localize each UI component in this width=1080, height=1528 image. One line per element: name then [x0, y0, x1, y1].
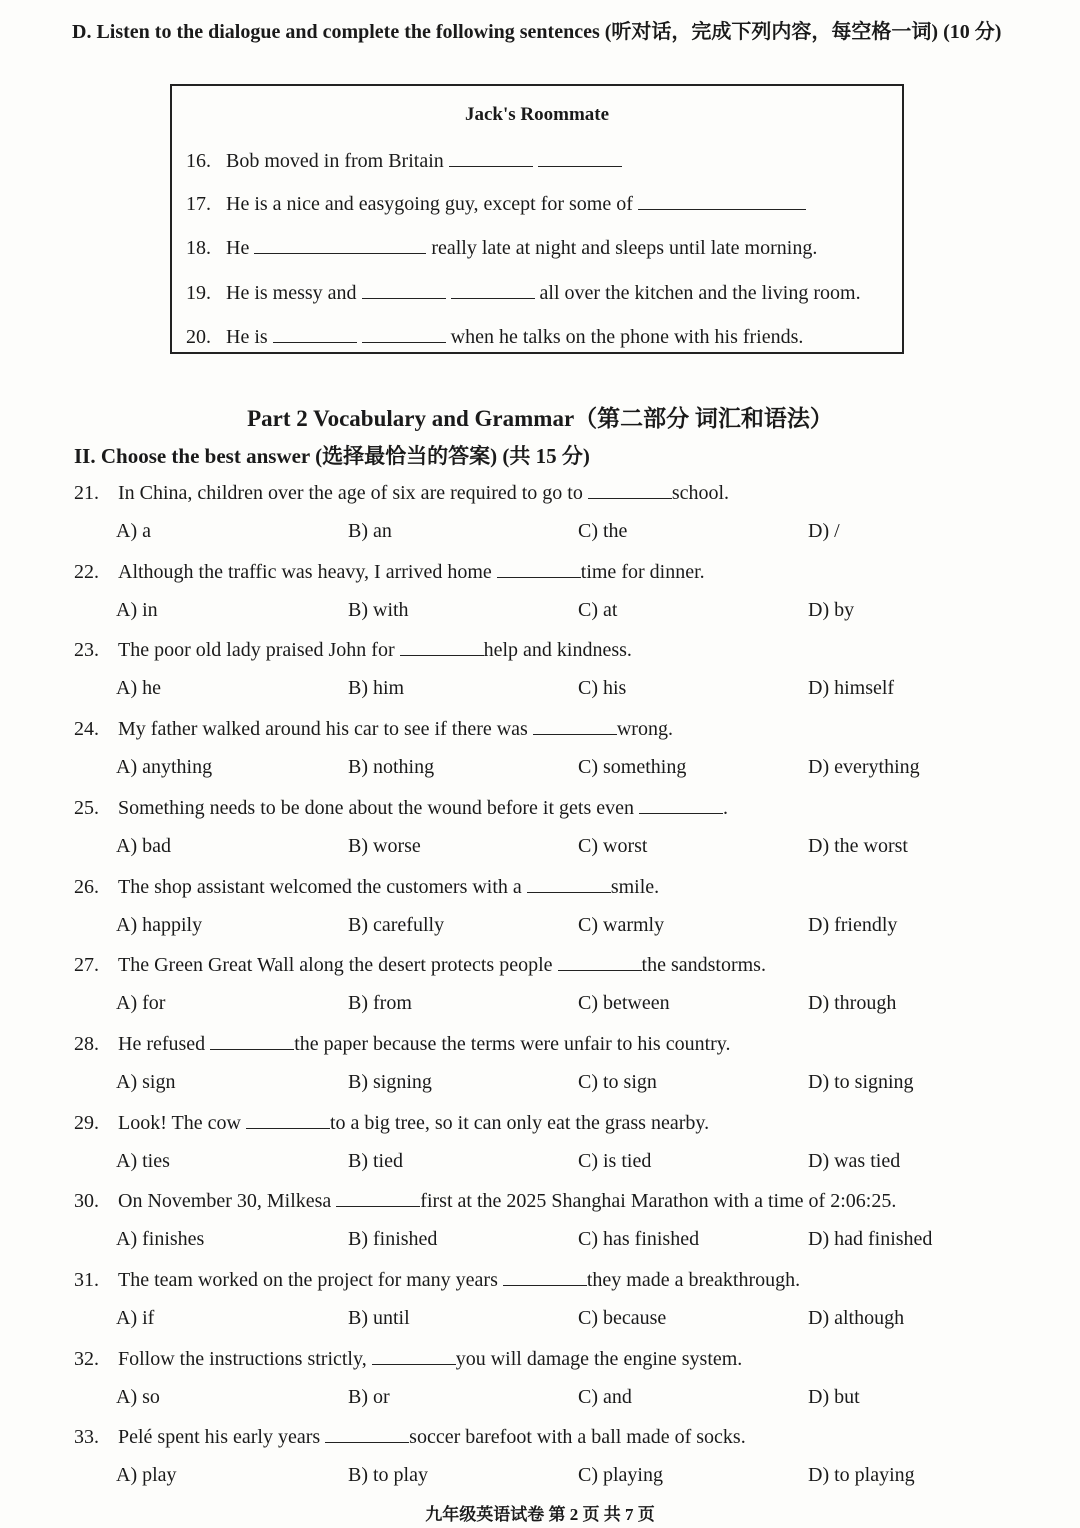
option-d[interactable]: D) / [808, 520, 840, 542]
answer-blank[interactable] [210, 1031, 294, 1050]
question-text-after: help and kindness. [483, 639, 632, 662]
option-b[interactable]: B) until [348, 1307, 410, 1329]
question-text: Look! The cow [118, 1111, 241, 1134]
option-c[interactable]: C) worst [578, 834, 648, 857]
question-30 [74, 1188, 896, 1213]
section2-title: II. Choose the best answer (选择最恰当的答案) (共 15 分) [74, 444, 590, 468]
box-title: Jack's Roommate [464, 104, 610, 125]
option-c[interactable]: C) warmly [578, 913, 665, 936]
option-d[interactable]: D) but [808, 1385, 860, 1408]
box-line-20 [186, 324, 803, 349]
question-number: 26. [74, 875, 99, 898]
question-number: 33. [74, 1426, 99, 1449]
question-text-after: . [723, 796, 728, 819]
question-number: 22. [74, 560, 99, 583]
option-b[interactable]: B) him [348, 677, 405, 700]
option-a[interactable]: A) happily [116, 913, 203, 936]
question-33 [74, 1424, 746, 1449]
line-text-after: really late at night and sleeps until late morning. [431, 237, 818, 259]
option-c[interactable]: C) at [578, 598, 618, 621]
line-text-after: when he talks on the phone with his friends. [450, 326, 804, 348]
option-b[interactable]: B) an [348, 520, 392, 542]
option-d[interactable]: D) the worst [808, 834, 908, 857]
option-c[interactable]: C) something [578, 756, 687, 779]
option-c[interactable]: C) and [578, 1385, 632, 1408]
option-b[interactable]: B) or [348, 1385, 390, 1408]
answer-blank[interactable] [336, 1188, 420, 1207]
answer-blank[interactable] [372, 1346, 456, 1365]
box-line-19 [186, 280, 861, 305]
answer-blank[interactable] [639, 795, 723, 814]
answer-blank[interactable] [325, 1424, 409, 1443]
option-a[interactable]: A) sign [116, 1070, 176, 1093]
option-c[interactable]: C) between [578, 992, 670, 1015]
question-text-after: time for dinner. [580, 560, 705, 583]
option-c[interactable]: C) playing [578, 1464, 663, 1487]
line-number: 19. [186, 282, 211, 304]
question-text: Although the traffic was heavy, I arrived home [118, 560, 492, 583]
answer-blank[interactable] [400, 637, 484, 656]
question-text-after: the sandstorms. [641, 954, 766, 977]
line-text: He is [226, 326, 268, 348]
question-31 [74, 1267, 800, 1292]
question-number: 31. [74, 1269, 99, 1291]
question-number: 24. [74, 718, 99, 741]
line-text: He [226, 237, 250, 259]
answer-blank[interactable] [254, 235, 426, 254]
option-b[interactable]: B) signing [348, 1070, 432, 1093]
question-32 [74, 1346, 742, 1371]
option-b[interactable]: B) to play [348, 1464, 428, 1487]
option-d[interactable]: D) was tied [808, 1149, 901, 1172]
question-number: 28. [74, 1032, 99, 1055]
line-text: He is a nice and easygoing guy, except for some of [226, 193, 633, 215]
question-text-after: you will damage the engine system. [455, 1347, 743, 1370]
question-24 [74, 716, 673, 741]
question-text-after: soccer barefoot with a ball made of socks. [409, 1426, 746, 1449]
answer-blank[interactable] [246, 1110, 330, 1129]
option-b[interactable]: B) with [348, 598, 409, 621]
question-text-after: smile. [610, 875, 660, 898]
option-a[interactable]: A) a [116, 520, 151, 542]
question-21 [74, 480, 729, 505]
option-d[interactable]: D) through [808, 992, 897, 1015]
question-text: The poor old lady praised John for [118, 639, 395, 662]
question-number: 23. [74, 639, 99, 662]
option-d[interactable]: D) friendly [808, 913, 898, 936]
answer-blank[interactable] [449, 148, 533, 167]
box-line-17 [186, 191, 806, 216]
question-23 [74, 637, 632, 662]
question-text: On November 30, Milkesa [118, 1190, 332, 1213]
question-text-after: they made a breakthrough. [586, 1269, 801, 1291]
answer-blank[interactable] [497, 559, 581, 578]
section-d-instruction: D. Listen to the dialogue and complete the following sentences (听对话，完成下列内容，每空格一词) (10 分) [72, 21, 1002, 43]
option-c[interactable]: C) is tied [578, 1149, 652, 1172]
question-text: He refused [118, 1032, 206, 1055]
question-text: In China, children over the age of six are required to go to [118, 482, 583, 504]
question-29 [74, 1110, 709, 1135]
option-c[interactable]: C) has finished [578, 1228, 700, 1251]
question-text: The team worked on the project for many years [118, 1269, 498, 1291]
answer-blank[interactable] [558, 952, 642, 971]
question-28 [74, 1031, 731, 1056]
option-a[interactable]: A) bad [116, 834, 171, 857]
question-text-after: to a big tree, so it can only eat the grass nearby. [329, 1111, 710, 1134]
option-d[interactable]: D) himself [808, 677, 895, 700]
question-number: 30. [74, 1190, 99, 1213]
question-26 [74, 874, 659, 899]
option-d[interactable]: D) everything [808, 756, 920, 779]
option-b[interactable]: B) from [348, 992, 412, 1015]
question-text: The Green Great Wall along the desert protects people [118, 954, 553, 977]
question-text-after: the paper because the terms were unfair to his country. [294, 1032, 731, 1055]
answer-blank[interactable] [273, 324, 357, 343]
question-22 [74, 559, 705, 584]
line-text: He is messy and [226, 282, 357, 304]
question-25 [74, 795, 728, 820]
question-text: My father walked around his car to see if there was [118, 718, 528, 741]
question-text-after: first at the 2025 Shanghai Marathon with a time of 2:06:25. [420, 1190, 897, 1213]
option-a[interactable]: A) so [116, 1385, 160, 1408]
question-text-after: wrong. [616, 718, 673, 741]
line-text-after: all over the kitchen and the living room. [539, 282, 861, 304]
option-b[interactable]: B) carefully [348, 913, 445, 936]
option-d[interactable]: D) had finished [808, 1228, 933, 1251]
option-a[interactable]: A) play [116, 1464, 177, 1487]
roommate-box [170, 84, 904, 354]
line-number: 16. [186, 150, 211, 172]
option-a[interactable]: A) anything [116, 756, 213, 779]
answer-blank[interactable] [538, 148, 622, 167]
line-text: Bob moved in from Britain [226, 150, 444, 172]
question-number: 29. [74, 1111, 99, 1134]
answer-blank[interactable] [451, 280, 535, 299]
option-d[interactable]: D) although [808, 1307, 905, 1329]
option-d[interactable]: D) to signing [808, 1070, 914, 1093]
option-a[interactable]: A) if [116, 1307, 155, 1329]
answer-blank[interactable] [638, 191, 806, 210]
question-text: The shop assistant welcomed the customers with a [118, 875, 522, 898]
question-number: 32. [74, 1347, 99, 1370]
option-c[interactable]: C) to sign [578, 1070, 657, 1093]
option-b[interactable]: B) tied [348, 1149, 403, 1172]
answer-blank[interactable] [527, 874, 611, 893]
option-b[interactable]: B) worse [348, 834, 421, 857]
question-text-after: school. [671, 482, 730, 504]
question-text: Something needs to be done about the wound before it gets even [118, 796, 634, 819]
line-number: 17. [186, 193, 211, 215]
option-a[interactable]: A) in [116, 598, 158, 621]
page-footer: 九年级英语试卷 第 2 页 共 7 页 [425, 1505, 655, 1524]
option-a[interactable]: A) finishes [116, 1228, 205, 1251]
part2-title: Part 2 Vocabulary and Grammar（第二部分 词汇和语法） [247, 406, 833, 431]
option-b[interactable]: B) nothing [348, 756, 435, 779]
answer-blank[interactable] [362, 280, 446, 299]
option-d[interactable]: D) to playing [808, 1464, 915, 1487]
line-number: 20. [186, 326, 211, 348]
question-text: Pelé spent his early years [118, 1426, 321, 1449]
option-a[interactable]: A) for [116, 992, 166, 1015]
option-c[interactable]: C) because [578, 1307, 667, 1329]
question-number: 25. [74, 796, 99, 819]
question-text: Follow the instructions strictly, [118, 1347, 367, 1370]
question-number: 27. [74, 954, 99, 977]
question-27 [74, 952, 766, 977]
box-line-18 [186, 235, 817, 260]
option-d[interactable]: D) by [808, 598, 855, 621]
option-c[interactable]: C) the [578, 520, 628, 542]
answer-blank[interactable] [588, 480, 672, 499]
option-b[interactable]: B) finished [348, 1228, 438, 1251]
line-number: 18. [186, 237, 211, 259]
option-a[interactable]: A) ties [116, 1149, 170, 1172]
box-line-16 [186, 148, 622, 173]
option-a[interactable]: A) he [116, 677, 161, 700]
answer-blank[interactable] [362, 324, 446, 343]
question-number: 21. [74, 482, 99, 504]
answer-blank[interactable] [533, 716, 617, 735]
answer-blank[interactable] [503, 1267, 587, 1286]
option-c[interactable]: C) his [578, 677, 627, 700]
